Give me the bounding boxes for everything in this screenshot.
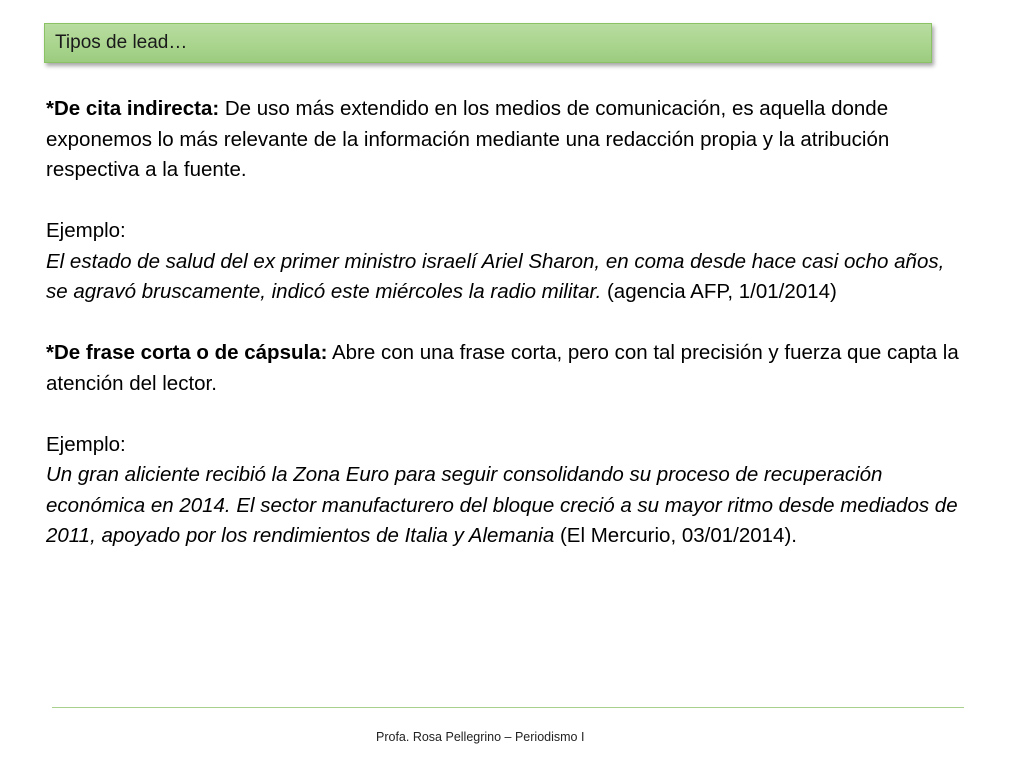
slide-body — [46, 94, 966, 552]
slide-title-box — [44, 23, 932, 63]
section-1-example-text: El estado de salud del ex primer ministro israelí Ariel Sharon, en coma desde hace casi ocho años, se agravó bruscamente, indicó este miércoles la radio militar. — [46, 249, 945, 303]
spacer — [46, 308, 966, 339]
spacer — [46, 186, 966, 217]
slide-title: Tipos de lead… — [55, 32, 188, 53]
section-2-example-text: Un gran aliciente recibió la Zona Euro para seguir consolidando su proceso de recuperación económica en 2014. El sector manufacturero del bloque creció a su mayor ritmo desde mediados de 2011, apoyado por los rendimientos de Italia y Alemania — [46, 463, 958, 547]
section-1-example-label: Ejemplo: — [46, 219, 126, 242]
section-2-example-label: Ejemplo: — [46, 432, 126, 456]
section-2-heading: *De frase corta o de cápsula: — [46, 341, 328, 364]
section-1-example — [46, 247, 966, 308]
section-1-text: De uso más extendido en los medios de comunicación, es aquella donde exponemos lo más relevante de la información mediante una redacción propia y la atribución respectiva a la fuente. — [46, 97, 890, 181]
section-1-example-source: (agencia AFP, 1/01/2014) — [601, 280, 837, 303]
section-1-heading: *De cita indirecta: — [46, 97, 220, 120]
section-1-definition — [46, 94, 966, 186]
footer-text: Profa. Rosa Pellegrino – Periodismo I — [376, 730, 585, 744]
section-2-text: Abre con una frase corta, pero con tal precisión y fuerza que capta la atención del lector. — [46, 341, 959, 395]
spacer — [46, 399, 966, 430]
section-2-definition — [46, 338, 966, 399]
section-2-example-source: (El Mercurio, 03/01/2014). — [554, 524, 797, 547]
footer-divider — [52, 707, 964, 708]
section-2-example — [46, 460, 966, 552]
